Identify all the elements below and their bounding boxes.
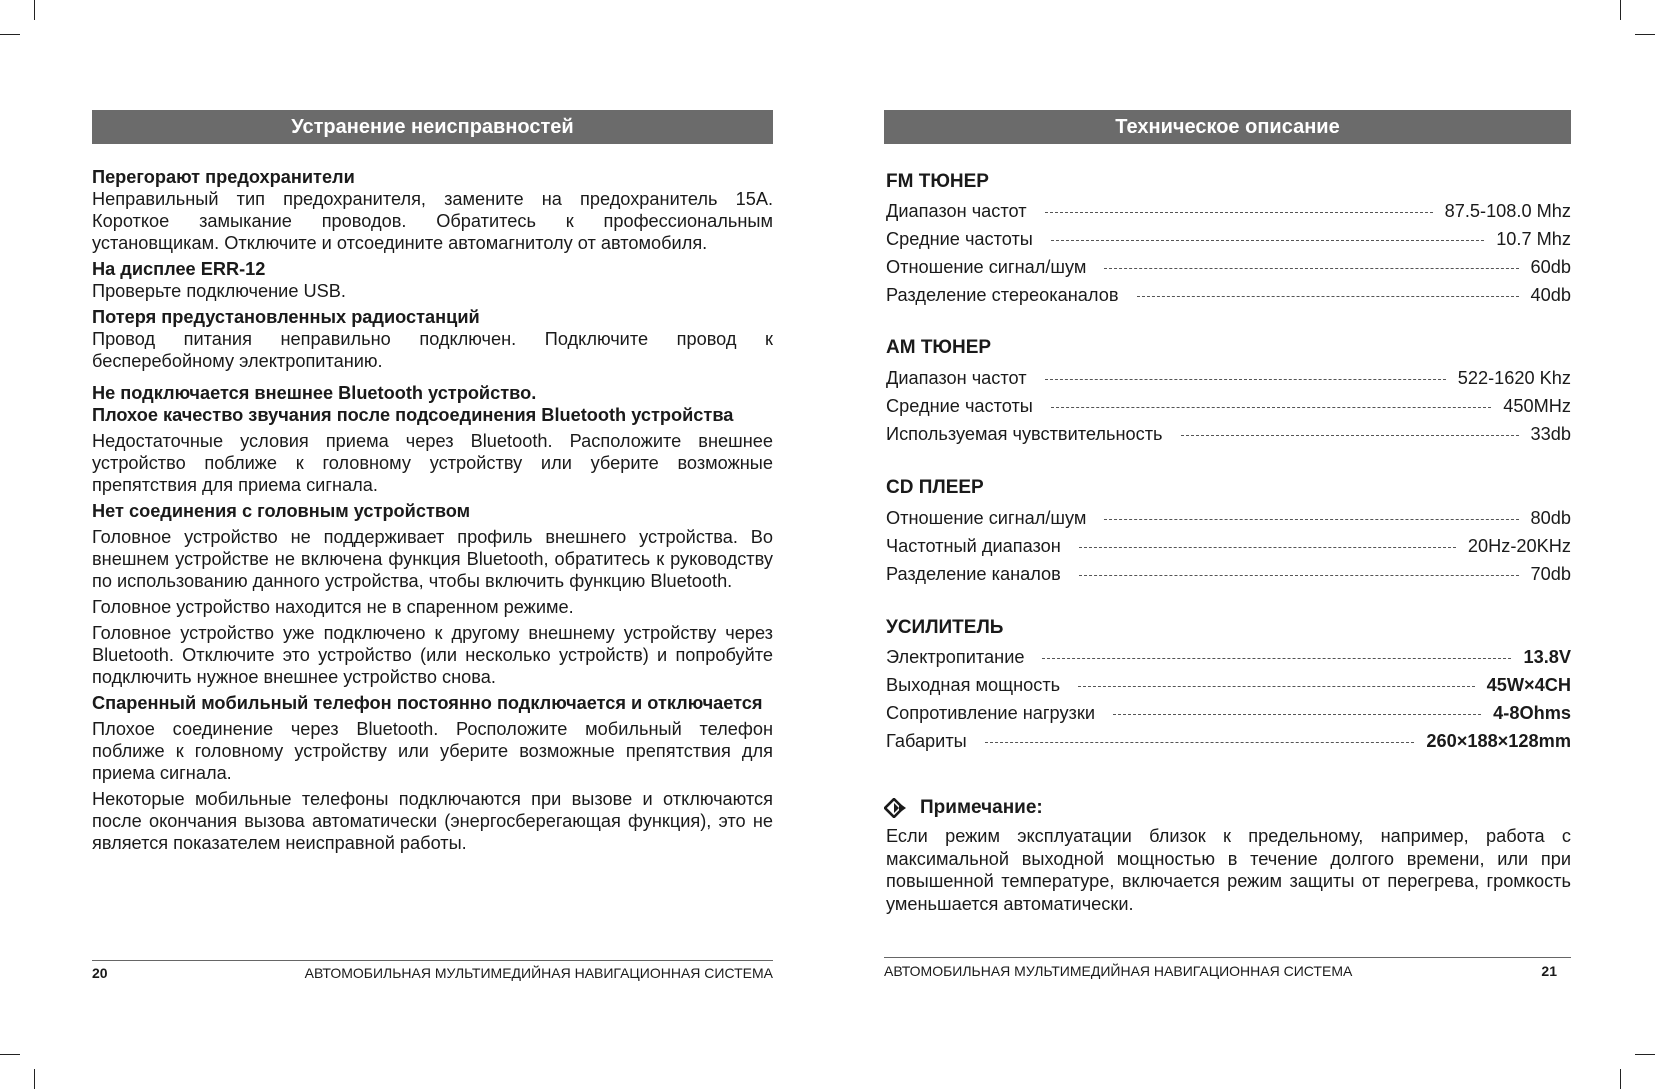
spec-label: Сопротивление нагрузки [886, 702, 1096, 723]
section-title-cd: CD ПЛЕЕР [886, 477, 984, 498]
spec-value: 70db [1530, 563, 1571, 584]
block-heading: На дисплее ERR-12 [92, 259, 266, 279]
leader-dashes [1051, 240, 1484, 241]
diamond-pointer-icon [884, 798, 908, 818]
spec-value: 33db [1530, 423, 1571, 444]
spec-label: Отношение сигнал/шум [886, 256, 1087, 277]
block-heading: Не подключается внешнее Bluetooth устройство. [92, 383, 537, 403]
spec-value: 87.5-108.0 Mhz [1444, 200, 1571, 221]
spec-value: 60db [1530, 256, 1571, 277]
leader-dashes [1079, 575, 1519, 576]
leader-dashes [1079, 547, 1456, 548]
crop-mark [1620, 0, 1621, 20]
spec-value: 522-1620 Khz [1457, 367, 1571, 388]
leader-dashes [1042, 658, 1511, 659]
page-number: 21 [1541, 963, 1557, 979]
leader-dashes [1104, 268, 1518, 269]
spec-label: Средние частоты [886, 228, 1033, 249]
page-number: 20 [92, 965, 108, 981]
spec-label: Разделение стереоканалов [886, 284, 1119, 305]
spec-row [886, 674, 1571, 696]
note-heading [884, 797, 1043, 819]
spec-row [886, 563, 1571, 585]
crop-mark [34, 0, 35, 20]
spec-row [886, 535, 1571, 557]
spec-label: Средние частоты [886, 395, 1033, 416]
block-heading: Перегорают предохранители [92, 167, 355, 187]
left-footer [92, 965, 773, 981]
spec-row [886, 228, 1571, 250]
crop-mark [1635, 34, 1655, 35]
spec-label: Диапазон частот [886, 367, 1027, 388]
section-title-fm: FM ТЮНЕР [886, 171, 989, 192]
crop-mark [34, 1069, 35, 1089]
footer-title: АВТОМОБИЛЬНАЯ МУЛЬТИМЕДИЙНАЯ НАВИГАЦИОННАЯ СИСТЕМА [304, 965, 773, 981]
block-paragraph: Некоторые мобильные телефоны подключаются при вызове и отключаются после окончания вызова автоматически (энергосберегающая функция), это не является показателем неисправной работы. [92, 789, 773, 853]
block-heading-secondary: Плохое качество звучания после подсоединения Bluetooth устройства [92, 405, 734, 425]
spec-value: 260×188×128mm [1426, 730, 1571, 751]
leader-dashes [1181, 435, 1519, 436]
spec-value: 20Hz-20KHz [1467, 535, 1571, 556]
spec-label: Электропитание [886, 646, 1025, 667]
spec-label: Используемая чувствительность [886, 423, 1163, 444]
spec-row [886, 367, 1571, 389]
crop-mark [0, 34, 20, 35]
leader-dashes [1137, 296, 1519, 297]
footer-title: АВТОМОБИЛЬНАЯ МУЛЬТИМЕДИЙНАЯ НАВИГАЦИОННАЯ СИСТЕМА [884, 963, 1353, 979]
note-title: Примечание: [920, 797, 1043, 818]
right-footer [884, 963, 1571, 979]
leader-dashes [1051, 407, 1491, 408]
spec-row [886, 395, 1571, 417]
block-paragraph: Головное устройство уже подключено к другому внешнему устройству через Bluetooth. Отключите это устройство (или несколько устройств) и попробуйте подключить нужное внешнее устройство снова. [92, 623, 773, 687]
block-paragraph: Недостаточные условия приема через Bluetooth. Расположите внешнее устройство поближе к головному устройству или уберите возможные препятствия для приема сигнала. [92, 431, 773, 495]
footer-divider [92, 960, 773, 961]
leader-dashes [985, 742, 1415, 743]
spec-value: 13.8V [1523, 646, 1571, 667]
block-paragraph: Провод питания неправильно подключен. Подключите провод к бесперебойному электропитанию. [92, 329, 773, 371]
spec-row [886, 730, 1571, 752]
spec-label: Габариты [886, 730, 967, 751]
spec-label: Выходная мощность [886, 674, 1061, 695]
spec-value: 45W×4CH [1486, 674, 1571, 695]
spec-label: Отношение сигнал/шум [886, 507, 1087, 528]
block-heading: Нет соединения с головным устройством [92, 501, 471, 521]
spec-row [886, 702, 1571, 724]
spec-label: Диапазон частот [886, 200, 1027, 221]
left-page-banner: Устранение неисправностей [92, 110, 773, 144]
troubleshooting-content [92, 166, 773, 854]
leader-dashes [1078, 686, 1474, 687]
leader-dashes [1045, 212, 1433, 213]
leader-dashes [1045, 379, 1446, 380]
spec-label: Разделение каналов [886, 563, 1061, 584]
leader-dashes [1113, 714, 1481, 715]
spec-row [886, 200, 1571, 222]
spec-row [886, 507, 1571, 529]
block-paragraph: Проверьте подключение USB. [92, 281, 346, 301]
crop-mark [1620, 1069, 1621, 1089]
leader-dashes [1104, 519, 1518, 520]
block-paragraph: Головное устройство не поддерживает профиль внешнего устройства. Во внешнем устройстве не включена функция Bluetooth, обратитесь к руководству по использованию данного устройства, чтобы включить функцию Bluetooth. [92, 527, 773, 591]
block-paragraph: Неправильный тип предохранителя, замените на предохранитель 15А. Короткое замыкание проводов. Обратитесь к профессиональным установщикам. Отключите и отсоедините автомагнитолу от автомобиля. [92, 189, 773, 253]
block-heading: Потеря предустановленных радиостанций [92, 307, 480, 327]
spec-value: 40db [1530, 284, 1571, 305]
block-paragraph: Головное устройство находится не в спаренном режиме. [92, 597, 574, 617]
spec-label: Частотный диапазон [886, 535, 1061, 556]
spec-row [886, 423, 1571, 445]
spec-value: 4-8Ohms [1493, 702, 1571, 723]
spec-row [886, 284, 1571, 306]
spec-value: 80db [1530, 507, 1571, 528]
crop-mark [0, 1054, 20, 1055]
spec-value: 450MHz [1503, 395, 1571, 416]
right-page-banner: Техническое описание [884, 110, 1571, 144]
footer-divider [884, 957, 1571, 958]
section-title-amp: УСИЛИТЕЛЬ [886, 617, 1004, 638]
spec-row [886, 646, 1571, 668]
spec-value: 10.7 Mhz [1496, 228, 1571, 249]
crop-mark [1635, 1054, 1655, 1055]
spec-row [886, 256, 1571, 278]
note-text: Если режим эксплуатации близок к предельному, например, работа с максимальной выходной мощностью в течение долгого времени, или при повышенной температуре, включается режим защиты от перегрева, громкость уменьшается автоматически. [886, 826, 1571, 914]
section-title-am: АМ ТЮНЕР [886, 337, 992, 358]
block-paragraph: Плохое соединение через Bluetooth. Росположите мобильный телефон поближе к головному устройству или уберите возможные препятствия для приема сигнала. [92, 719, 773, 783]
block-heading: Спаренный мобильный телефон постоянно подключается и отключается [92, 693, 763, 713]
